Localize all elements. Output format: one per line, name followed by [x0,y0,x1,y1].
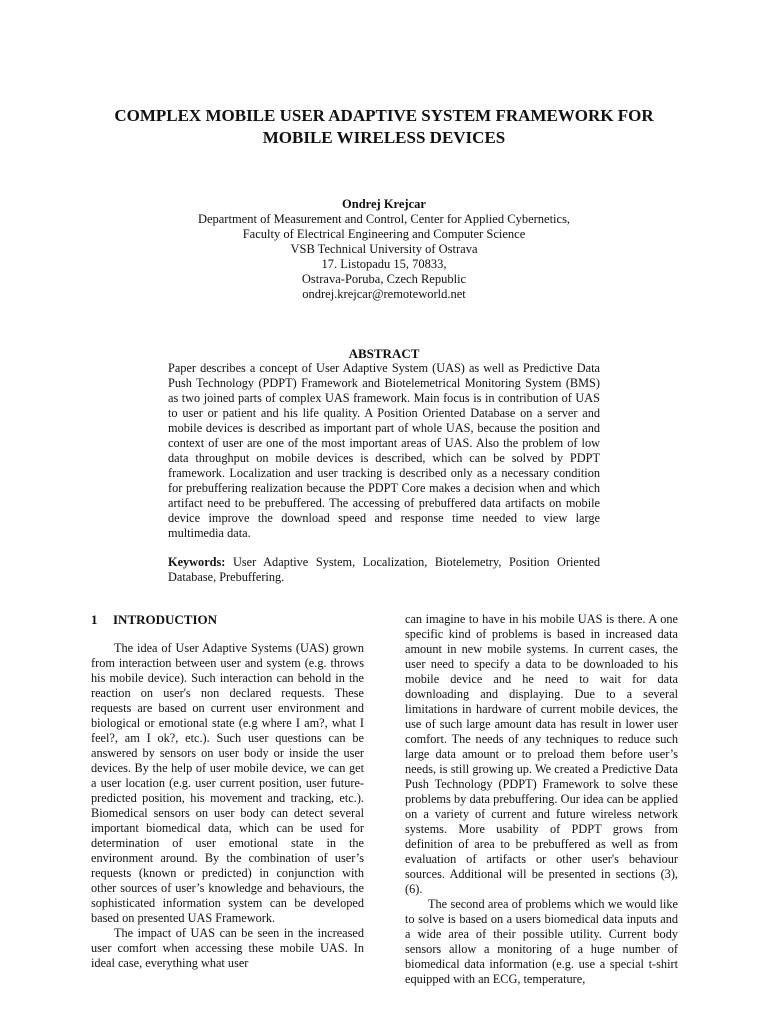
paper-title [60,105,708,149]
author-block [84,197,684,302]
affiliation-line: VSB Technical University of Ostrava [290,242,478,256]
abstract-text: Paper describes a concept of User Adaptive System (UAS) as well as Predictive Data Push Technology (PDPT) Framework and Biotelemetrical Monitoring System (BMS) as two joined parts of complex UAS framework. Main focus is in contribution of UAS to user or patient and his life quality. A Position Oriented Database on a server and mobile devices is described as important part of whole UAS, because the position and context of user are one of the most important areas of UAS. Also the problem of low data throughput on mobile devices is described, which can be solved by PDPT framework. Localization and user tracking is described only as a necessary condition for prebuffering realization because the PDPT Core makes a decision when and which artifact need to be prebuffered. The accessing of prebuffered data artifacts on mobile device improve the download speed and response time needed to view large multimedia data. [168,361,600,540]
section-heading [91,612,364,627]
keywords-label: Keywords: [168,555,226,569]
author-name: Ondrej Krejcar [342,197,426,211]
right-column [405,612,678,987]
author-email: ondrej.krejcar@remoteworld.net [302,287,466,301]
abstract-heading: ABSTRACT [348,346,420,361]
affiliation-line: Ostrava-Poruba, Czech Republic [301,272,467,286]
affiliation-line: Department of Measurement and Control, Center for Applied Cybernetics, [197,212,571,226]
paragraph: The impact of UAS can be seen in the increased user comfort when accessing these mobile UAS. In ideal case, everything what user [91,926,364,970]
section-title: INTRODUCTION [113,612,218,627]
title-line: MOBILE WIRELESS DEVICES [262,128,506,147]
affiliation-line: 17. Listopadu 15, 70833, [321,257,447,271]
keywords [168,555,600,585]
paragraph: The idea of User Adaptive Systems (UAS) grown from interaction between user and system (e.g. throws his mobile device). Such interaction can behold in the reaction on user's non declared requests. These requests are based on current user environment and biological or emotional state (e.g where I am?, what I feel?, am I ok?, etc.). Such user questions can be answered by sensors on user body or inside the user devices. By the help of user mobile device, we can get a user location (e.g. user current position, user future-predicted position, his movement and tracking, etc.). Biomedical sensors on user body can detect several important biomedical data, which can be used for determination of user emotional state in the environment around. By the combination of user’s requests (known or predicted) in conjunction with other sources of user’s knowledge and behaviours, the sophisticated information system can be developed based on presented UAS Framework. [91,641,364,925]
keywords-text: User Adaptive System, Localization, Biotelemetry, Position Oriented Database, Prebuffering. [168,555,600,584]
affiliation-line: Faculty of Electrical Engineering and Computer Science [242,227,526,241]
section-number: 1 [91,612,98,627]
title-line: COMPLEX MOBILE USER ADAPTIVE SYSTEM FRAMEWORK FOR [114,106,654,125]
left-column [91,612,364,971]
paragraph: The second area of problems which we would like to solve is based on a users biomedical data inputs and a wide area of their possible utility. Current body sensors allow a monitoring of a huge number of biomedical data information (e.g. use a special t-shirt equipped with an ECG, temperature, [405,897,678,986]
paragraph-continuation: can imagine to have in his mobile UAS is there. A one specific kind of problems is based in increased data amount in new mobile systems. In current cases, the user need to specify a data to be downloaded to his mobile device and he need to wait for data downloading and displaying. Due to a several limitations in hardware of current mobile devices, the use of such large amount data has result in lower user comfort. The needs of any techniques to reduce such large data amount or to preload them before user’s needs, is still growing up. We created a Predictive Data Push Technology (PDPT) Framework to solve these problems by data prebuffering. Our idea can be applied on a variety of current and future wireless network systems. More usability of PDPT grows from definition of area to be prebuffered as well as from evaluation of artifacts or other user's behaviour sources. Additional will be presented in sections (3), (6). [405,612,678,896]
